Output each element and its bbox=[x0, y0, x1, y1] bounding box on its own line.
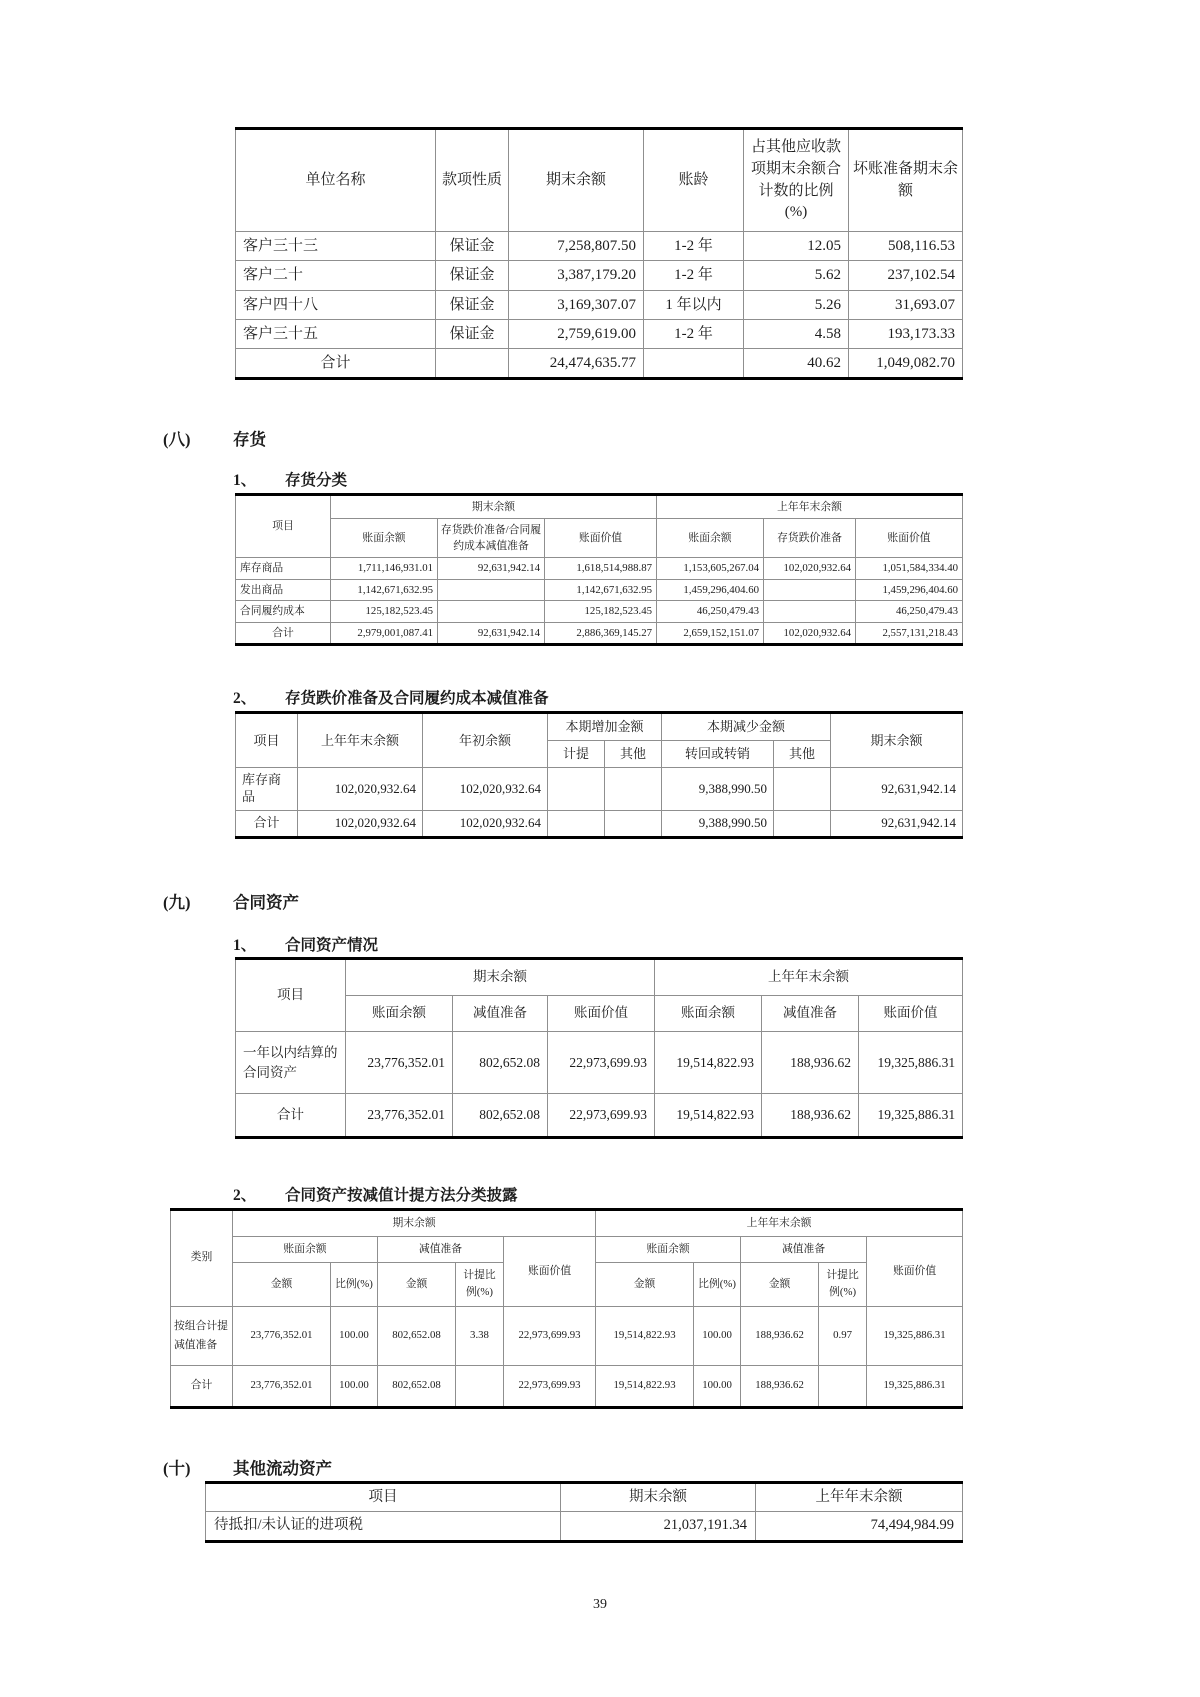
cell: 1-2 年 bbox=[644, 319, 744, 348]
cell bbox=[819, 1366, 867, 1407]
cell bbox=[436, 349, 509, 379]
table-row bbox=[236, 261, 963, 290]
cell: 74,494,984.99 bbox=[756, 1512, 963, 1542]
column-header: 期末余额 bbox=[509, 129, 644, 232]
other-current-assets-table bbox=[205, 1481, 963, 1543]
column-header: 账面余额 bbox=[657, 518, 764, 557]
column-header: 账面价值 bbox=[859, 996, 963, 1032]
cell: 按组合计提减值准备 bbox=[171, 1306, 233, 1366]
cell: 2,886,369,145.27 bbox=[545, 622, 657, 645]
cell: 188,936.62 bbox=[762, 1094, 859, 1138]
column-group-header: 期末余额 bbox=[346, 959, 655, 996]
column-group-header: 上年年末余额 bbox=[655, 959, 963, 996]
column-group-header: 上年年末余额 bbox=[657, 494, 963, 518]
cell: 24,474,635.77 bbox=[509, 349, 644, 379]
column-header: 金额 bbox=[233, 1263, 331, 1307]
column-header: 存货跌价准备/合同履约成本减值准备 bbox=[438, 518, 545, 557]
header-row bbox=[236, 713, 963, 741]
cell: 9,388,990.50 bbox=[662, 811, 774, 838]
column-group-header: 本期减少金额 bbox=[662, 713, 831, 741]
column-header: 账面余额 bbox=[346, 996, 453, 1032]
cell: 92,631,942.14 bbox=[438, 622, 545, 645]
header-row bbox=[236, 959, 963, 996]
column-header: 减值准备 bbox=[762, 996, 859, 1032]
column-header: 计提比例(%) bbox=[819, 1263, 867, 1307]
cell bbox=[548, 768, 605, 811]
column-group-header: 本期增加金额 bbox=[548, 713, 662, 741]
section-9-2-heading bbox=[233, 1187, 1200, 1206]
column-group-header: 期末余额 bbox=[331, 494, 657, 518]
subsection-number: 1、 bbox=[233, 472, 257, 490]
cell: 2,659,152,151.07 bbox=[657, 622, 764, 645]
cell: 5.26 bbox=[744, 290, 849, 319]
column-header: 上年年末余额 bbox=[756, 1482, 963, 1512]
header-row bbox=[236, 996, 963, 1032]
cell: 40.62 bbox=[744, 349, 849, 379]
cell: 待抵扣/未认证的进项税 bbox=[206, 1512, 561, 1542]
column-header: 占其他应收款项期末余额合计数的比例(%) bbox=[744, 129, 849, 232]
column-group-header: 上年年末余额 bbox=[596, 1209, 963, 1236]
table-row bbox=[236, 601, 963, 623]
column-header: 项目 bbox=[236, 713, 298, 768]
column-header: 转回或转销 bbox=[662, 741, 774, 768]
cell: 92,631,942.14 bbox=[438, 558, 545, 580]
contract-assets-table bbox=[235, 957, 963, 1138]
table-row bbox=[236, 768, 963, 811]
cell: 1 年以内 bbox=[644, 290, 744, 319]
cell: 102,020,932.64 bbox=[764, 558, 856, 580]
column-header: 比例(%) bbox=[694, 1263, 741, 1307]
section-number: (九) bbox=[163, 893, 191, 913]
column-header: 金额 bbox=[596, 1263, 694, 1307]
cell: 19,514,822.93 bbox=[655, 1094, 762, 1138]
cell: 合计 bbox=[236, 622, 331, 645]
subsection-number: 2、 bbox=[233, 1186, 257, 1204]
table-row bbox=[236, 1032, 963, 1094]
cell: 19,325,886.31 bbox=[867, 1306, 963, 1366]
cell: 3,169,307.07 bbox=[509, 290, 644, 319]
column-header: 项目 bbox=[236, 494, 331, 558]
cell: 1-2 年 bbox=[644, 261, 744, 290]
subsection-title: 合同资产情况 bbox=[285, 936, 379, 954]
cell: 802,652.08 bbox=[453, 1032, 548, 1094]
column-header: 存货跌价准备 bbox=[764, 518, 856, 557]
page-number: 39 bbox=[593, 1596, 607, 1612]
cell: 客户二十 bbox=[236, 261, 436, 290]
table-row bbox=[206, 1512, 963, 1542]
section-10-heading bbox=[163, 1459, 1200, 1479]
column-group-header: 期末余额 bbox=[233, 1209, 596, 1236]
cell bbox=[438, 601, 545, 623]
table-row bbox=[236, 579, 963, 601]
cell: 46,250,479.43 bbox=[657, 601, 764, 623]
cell: 19,514,822.93 bbox=[596, 1366, 694, 1407]
cell: 19,325,886.31 bbox=[859, 1032, 963, 1094]
total-row bbox=[236, 349, 963, 379]
column-header: 金额 bbox=[741, 1263, 819, 1307]
cell: 3.38 bbox=[456, 1306, 504, 1366]
column-header: 计提 bbox=[548, 741, 605, 768]
cell: 22,973,699.93 bbox=[548, 1094, 655, 1138]
cell: 102,020,932.64 bbox=[423, 768, 548, 811]
section-8-2-heading bbox=[233, 690, 1200, 709]
cell: 193,173.33 bbox=[849, 319, 963, 348]
column-header: 其他 bbox=[774, 741, 831, 768]
subsection-title: 存货分类 bbox=[285, 472, 348, 490]
column-header: 款项性质 bbox=[436, 129, 509, 232]
section-number: (八) bbox=[163, 430, 191, 450]
column-group-header: 账面余额 bbox=[596, 1236, 741, 1262]
cell: 1,142,671,632.95 bbox=[331, 579, 438, 601]
cell bbox=[438, 579, 545, 601]
subsection-title: 合同资产按减值计提方法分类披露 bbox=[285, 1186, 518, 1204]
cell: 19,325,886.31 bbox=[859, 1094, 963, 1138]
cell: 23,776,352.01 bbox=[233, 1366, 331, 1407]
cell: 100.00 bbox=[694, 1366, 741, 1407]
cell: 19,514,822.93 bbox=[655, 1032, 762, 1094]
cell: 22,973,699.93 bbox=[504, 1306, 596, 1366]
section-9-1-heading bbox=[233, 937, 1200, 956]
total-row bbox=[171, 1366, 963, 1407]
cell: 4.58 bbox=[744, 319, 849, 348]
cell: 125,182,523.45 bbox=[331, 601, 438, 623]
column-header: 减值准备 bbox=[453, 996, 548, 1032]
other-receivables-table bbox=[235, 127, 963, 380]
cell: 802,652.08 bbox=[453, 1094, 548, 1138]
column-header: 项目 bbox=[206, 1482, 561, 1512]
cell bbox=[548, 811, 605, 838]
column-group-header: 账面余额 bbox=[233, 1236, 378, 1262]
table-row bbox=[171, 1306, 963, 1366]
cell: 1,459,296,404.60 bbox=[657, 579, 764, 601]
cell: 7,258,807.50 bbox=[509, 232, 644, 261]
cell: 保证金 bbox=[436, 319, 509, 348]
header-row bbox=[171, 1209, 963, 1236]
cell: 19,514,822.93 bbox=[596, 1306, 694, 1366]
table-row bbox=[236, 558, 963, 580]
cell: 22,973,699.93 bbox=[548, 1032, 655, 1094]
cell: 5.62 bbox=[744, 261, 849, 290]
column-header: 期末余额 bbox=[561, 1482, 756, 1512]
cell: 客户三十五 bbox=[236, 319, 436, 348]
column-header: 账面价值 bbox=[548, 996, 655, 1032]
cell: 23,776,352.01 bbox=[346, 1094, 453, 1138]
cell bbox=[764, 601, 856, 623]
table-row bbox=[236, 319, 963, 348]
column-header: 单位名称 bbox=[236, 129, 436, 232]
column-header: 项目 bbox=[236, 959, 346, 1032]
cell: 1,711,146,931.01 bbox=[331, 558, 438, 580]
column-header: 年初余额 bbox=[423, 713, 548, 768]
cell: 102,020,932.64 bbox=[298, 768, 423, 811]
cell: 102,020,932.64 bbox=[298, 811, 423, 838]
cell: 802,652.08 bbox=[378, 1306, 456, 1366]
cell: 客户三十三 bbox=[236, 232, 436, 261]
cell: 合计 bbox=[171, 1366, 233, 1407]
inventory-classification-table bbox=[235, 493, 963, 647]
column-header: 账面余额 bbox=[331, 518, 438, 557]
header-row bbox=[236, 129, 963, 232]
cell: 46,250,479.43 bbox=[856, 601, 963, 623]
cell bbox=[605, 768, 662, 811]
cell: 2,557,131,218.43 bbox=[856, 622, 963, 645]
cell: 客户四十八 bbox=[236, 290, 436, 319]
cell: 合计 bbox=[236, 811, 298, 838]
subsection-title: 存货跌价准备及合同履约成本减值准备 bbox=[285, 690, 549, 708]
column-header: 账面价值 bbox=[504, 1236, 596, 1306]
cell: 237,102.54 bbox=[849, 261, 963, 290]
cell: 一年以内结算的合同资产 bbox=[236, 1032, 346, 1094]
cell: 188,936.62 bbox=[741, 1306, 819, 1366]
cell: 库存商品 bbox=[236, 768, 298, 811]
cell: 1,153,605,267.04 bbox=[657, 558, 764, 580]
cell: 100.00 bbox=[694, 1306, 741, 1366]
header-row bbox=[236, 518, 963, 557]
cell: 100.00 bbox=[331, 1366, 378, 1407]
cell: 125,182,523.45 bbox=[545, 601, 657, 623]
cell bbox=[774, 768, 831, 811]
cell: 802,652.08 bbox=[378, 1366, 456, 1407]
subsection-number: 2、 bbox=[233, 690, 257, 708]
cell: 1,459,296,404.60 bbox=[856, 579, 963, 601]
subsection-number: 1、 bbox=[233, 936, 257, 954]
section-title: 其他流动资产 bbox=[233, 1458, 332, 1478]
cell: 2,759,619.00 bbox=[509, 319, 644, 348]
cell: 保证金 bbox=[436, 290, 509, 319]
column-header: 类别 bbox=[171, 1209, 233, 1306]
cell: 188,936.62 bbox=[762, 1032, 859, 1094]
header-row bbox=[206, 1482, 963, 1512]
column-group-header: 减值准备 bbox=[378, 1236, 504, 1262]
column-header: 账面价值 bbox=[545, 518, 657, 557]
contract-assets-impairment-table bbox=[170, 1208, 963, 1409]
cell: 23,776,352.01 bbox=[233, 1306, 331, 1366]
cell: 22,973,699.93 bbox=[504, 1366, 596, 1407]
section-9-heading bbox=[163, 893, 1200, 913]
cell bbox=[605, 811, 662, 838]
column-header: 上年年末余额 bbox=[298, 713, 423, 768]
cell bbox=[644, 349, 744, 379]
column-header: 账面余额 bbox=[655, 996, 762, 1032]
cell: 合计 bbox=[236, 1094, 346, 1138]
section-title: 存货 bbox=[233, 430, 266, 450]
section-8-1-heading bbox=[233, 472, 1200, 491]
column-header: 账面价值 bbox=[867, 1236, 963, 1306]
column-header: 计提比例(%) bbox=[456, 1263, 504, 1307]
cell bbox=[774, 811, 831, 838]
header-row bbox=[171, 1236, 963, 1262]
cell bbox=[764, 579, 856, 601]
total-row bbox=[236, 1094, 963, 1138]
cell: 发出商品 bbox=[236, 579, 331, 601]
cell: 1,142,671,632.95 bbox=[545, 579, 657, 601]
cell: 1,049,082.70 bbox=[849, 349, 963, 379]
column-header: 其他 bbox=[605, 741, 662, 768]
cell: 102,020,932.64 bbox=[764, 622, 856, 645]
table-row bbox=[236, 290, 963, 319]
cell: 31,693.07 bbox=[849, 290, 963, 319]
cell: 1,051,584,334.40 bbox=[856, 558, 963, 580]
column-header: 期末余额 bbox=[831, 713, 963, 768]
column-header: 比例(%) bbox=[331, 1263, 378, 1307]
cell: 100.00 bbox=[331, 1306, 378, 1366]
column-header: 坏账准备期末余额 bbox=[849, 129, 963, 232]
cell: 19,325,886.31 bbox=[867, 1366, 963, 1407]
section-number: (十) bbox=[163, 1458, 191, 1478]
cell: 188,936.62 bbox=[741, 1366, 819, 1407]
cell: 508,116.53 bbox=[849, 232, 963, 261]
column-header: 金额 bbox=[378, 1263, 456, 1307]
column-group-header: 减值准备 bbox=[741, 1236, 867, 1262]
header-row bbox=[236, 494, 963, 518]
cell: 保证金 bbox=[436, 261, 509, 290]
cell: 2,979,001,087.41 bbox=[331, 622, 438, 645]
cell: 1,618,514,988.87 bbox=[545, 558, 657, 580]
cell: 0.97 bbox=[819, 1306, 867, 1366]
cell: 3,387,179.20 bbox=[509, 261, 644, 290]
cell: 9,388,990.50 bbox=[662, 768, 774, 811]
total-row bbox=[236, 811, 963, 838]
cell: 102,020,932.64 bbox=[423, 811, 548, 838]
cell: 21,037,191.34 bbox=[561, 1512, 756, 1542]
cell: 保证金 bbox=[436, 232, 509, 261]
cell bbox=[456, 1366, 504, 1407]
section-8-heading bbox=[163, 430, 1200, 450]
cell: 合同履约成本 bbox=[236, 601, 331, 623]
column-header: 账面价值 bbox=[856, 518, 963, 557]
section-title: 合同资产 bbox=[233, 893, 299, 913]
cell: 1-2 年 bbox=[644, 232, 744, 261]
cell: 库存商品 bbox=[236, 558, 331, 580]
cell: 92,631,942.14 bbox=[831, 811, 963, 838]
table-row bbox=[236, 232, 963, 261]
cell: 92,631,942.14 bbox=[831, 768, 963, 811]
total-row bbox=[236, 622, 963, 645]
column-header: 账龄 bbox=[644, 129, 744, 232]
cell: 23,776,352.01 bbox=[346, 1032, 453, 1094]
cell: 合计 bbox=[236, 349, 436, 379]
inventory-provision-table bbox=[235, 711, 963, 839]
cell: 12.05 bbox=[744, 232, 849, 261]
